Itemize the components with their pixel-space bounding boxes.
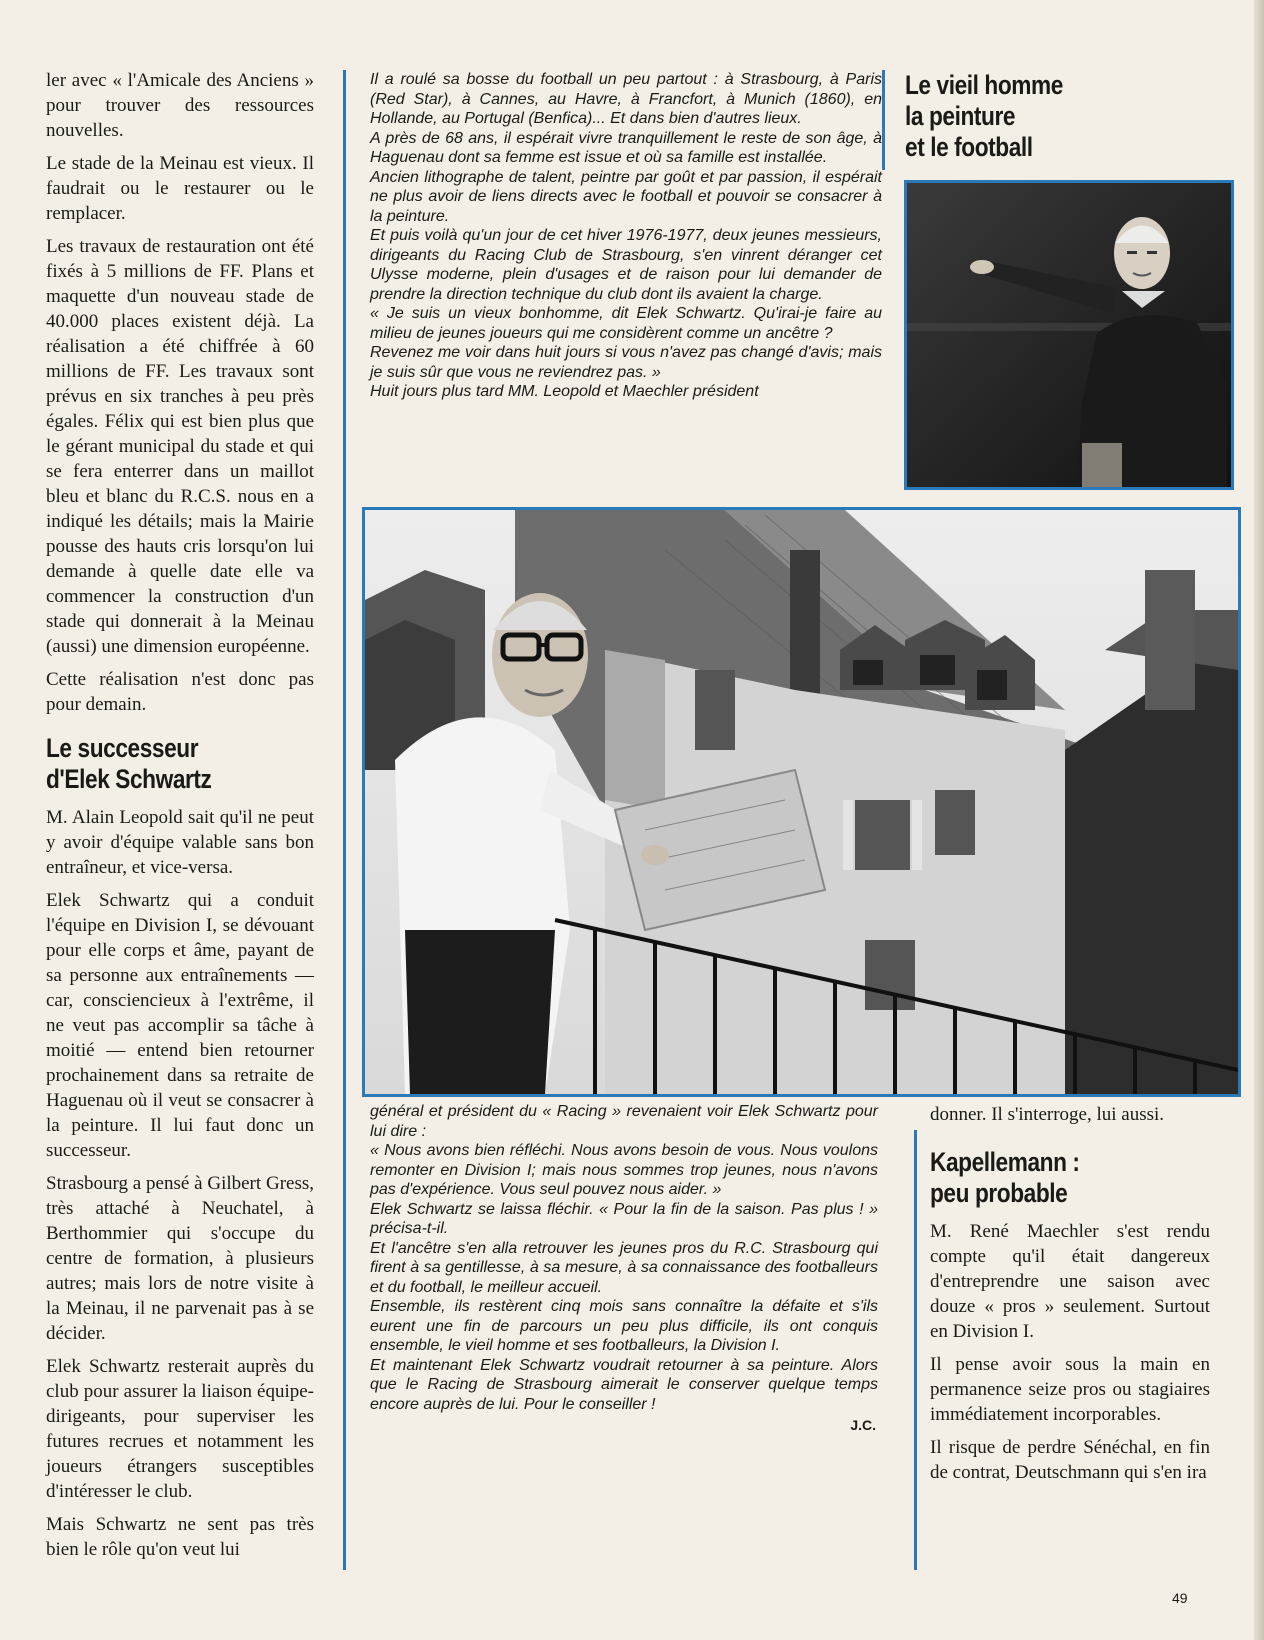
left-column — [46, 68, 314, 1570]
feature-paragraph: Il a roulé sa bosse du football un peu partout : à Strasbourg, à Paris (Red Star), à Cannes, au Havre, à Francfort, à Munich (1860), en Hollande, au Portugal (Benfica)... Et dans bien d'autres lieux. — [370, 71, 882, 127]
right-paragraph: donner. Il s'interroge, lui aussi. — [930, 1104, 1165, 1125]
feature-bottom-text — [370, 1102, 878, 1436]
left-paragraph: Les travaux de restauration ont été fixés à 5 millions de FF. Plans et maquette d'un nouveau stade de 40.000 places existent déjà. La réalisation a été chiffrée à 60 millions de FF. Les travaux sont prévus en six tranches à peu près égales. Félix qui est bien plus que le gérant municipal du stade et qui se fera enterrer dans un maillot bleu et blanc du R.C.S. nous en a indiqué les détails; mais la Mairie pousse des hauts cris lorsqu'on lui demande à quelle date elle va commencer la construction d'un stade qui donnerait à la Meinau (aussi) une dimension européenne. — [46, 236, 314, 657]
right-paragraph: Il risque de perdre Sénéchal, en fin de contrat, Deutschmann qui s'en ira — [930, 1437, 1210, 1483]
left-paragraph: ler avec « l'Amicale des Anciens » pour trouver des ressources nouvelles. — [46, 70, 314, 141]
feature-top-text — [370, 70, 882, 402]
feature-paragraph: Et maintenant Elek Schwartz voudrait retourner à sa peinture. Alors que le Racing de Strasbourg aimerait le conserver quelque temps encore auprès de lui. Pour le conseiller ! — [370, 1356, 878, 1413]
right-heading-line2: peu probable — [930, 1178, 1068, 1208]
left-paragraph: Le stade de la Meinau est vieux. Il faudrait ou le restaurer ou le remplacer. — [46, 153, 314, 224]
feature-paragraph: A près de 68 ans, il espérait vivre tranquillement le reste de son âge, à Haguenau dont sa femme est issue et où sa famille est installée. — [370, 129, 882, 166]
left-paragraph: Elek Schwartz qui a conduit l'équipe en Division I, se dévouant pour elle corps et âme, payant de sa personne aux entraînements — car, consciencieux à l'extrême, il ne veut pas accomplir sa tâche à moitié — entend bien retourner prochainement dans sa retraite de Haguenau où il veut se consacrer à la peinture. Il lui faut donc un successeur. — [46, 890, 314, 1161]
coach-pointing-image — [907, 183, 1231, 487]
feature-paragraph: Ensemble, ils restèrent cinq mois sans connaître la défaite et s'ils eurent une fin de parcours un peu plus difficile, ils ont conquis ensemble, le vieil homme et ses footballeurs, la Division I. — [370, 1298, 878, 1354]
coach-pointing-photo — [904, 180, 1234, 490]
feature-paragraph: Ancien lithographe de talent, peintre par goût et par passion, il espérait ne plus avoir de liens directs avec le football et pouvoir se consacrer à la peinture. — [370, 168, 882, 225]
left-paragraph: Cette réalisation n'est donc pas pour demain. — [46, 669, 314, 715]
feature-title-line2: la peinture — [905, 101, 1016, 131]
feature-paragraph: « Je suis un vieux bonhomme, dit Elek Schwartz. Qu'irai-je faire au milieu de jeunes joueurs qui me considèrent comme un ancêtre ? — [370, 305, 882, 342]
feature-paragraph: « Nous avons bien réfléchi. Nous avons besoin de vous. Nous voulons remonter en Division I; mais nous sommes trop jeunes, nous n'avons pas d'expérience. Vous seul pouvez nous aider. » — [370, 1142, 878, 1198]
feature-title-line3: et le football — [905, 132, 1033, 162]
page-number: 49 — [1172, 1590, 1188, 1606]
right-paragraph: M. René Maechler s'est rendu compte qu'il était dangereux d'entreprendre une saison avec douze « pros » seulement. Surtout en Division I. — [930, 1221, 1210, 1342]
left-paragraph: Mais Schwartz ne sent pas très bien le rôle qu'on veut lui — [46, 1514, 314, 1560]
feature-paragraph: Revenez me voir dans huit jours si vous n'avez pas changé d'avis; mais je suis sûr que vous ne reviendrez pas. » — [370, 344, 882, 381]
feature-paragraph: général et président du « Racing » revenaient voir Elek Schwartz pour lui dire : — [370, 1103, 878, 1140]
left-paragraph: M. Alain Leopold sait qu'il ne peut y avoir d'équipe valable sans bon entraîneur, et vice-versa. — [46, 807, 314, 878]
right-column — [930, 1102, 1210, 1493]
column-rule-right-bottom — [914, 1130, 917, 1570]
left-heading-line2: d'Elek Schwartz — [46, 764, 212, 794]
feature-title-line1: Le vieil homme — [905, 70, 1063, 100]
page-edge — [1254, 0, 1264, 1640]
right-heading-line1: Kapellemann : — [930, 1147, 1080, 1177]
right-heading — [930, 1147, 1210, 1209]
column-rule-center-top — [882, 70, 885, 170]
left-paragraph: Elek Schwartz resterait auprès du club pour assurer la liaison équipe-dirigeants, pour superviser les futures recrues et notamment les joueurs étrangers susceptibles d'intéresser le club. — [46, 1356, 314, 1502]
feature-paragraph: Et l'ancêtre s'en alla retrouver les jeunes pros du R.C. Strasbourg qui firent à sa gentillesse, à sa mesure, à sa connaissance des footballeurs et du football, le meilleur accueil. — [370, 1239, 878, 1296]
left-paragraph: Strasbourg a pensé à Gilbert Gress, très attaché à Neuchatel, à Berthommier qui s'occupe du centre de formation, à plusieurs autres; mais lors de notre visite à la Meinau, il ne parvenait pas à se décider. — [46, 1173, 314, 1344]
feature-paragraph: Elek Schwartz se laissa fléchir. « Pour la fin de la saison. Pas plus ! » précisa-t-il. — [370, 1200, 878, 1237]
left-heading — [46, 733, 314, 795]
feature-title — [905, 70, 1225, 163]
feature-paragraph: Huit jours plus tard MM. Leopold et Maechler président — [370, 383, 759, 400]
balcony-photo — [362, 507, 1241, 1097]
author-signature: J.C. — [850, 1417, 876, 1433]
column-rule-left — [343, 70, 346, 1570]
feature-paragraph: Et puis voilà qu'un jour de cet hiver 1976-1977, deux jeunes messieurs, dirigeants du Racing Club de Strasbourg, s'en vinrent déranger cet Ulysse moderne, plein d'usages et de raison pour lui demander de prendre la direction technique du club dont ils avaient la charge. — [370, 227, 882, 303]
right-paragraph: Il pense avoir sous la main en permanence seize pros ou stagiaires immédiatement incorporables. — [930, 1354, 1210, 1425]
balcony-image — [365, 510, 1238, 1094]
left-heading-line1: Le successeur — [46, 733, 199, 763]
